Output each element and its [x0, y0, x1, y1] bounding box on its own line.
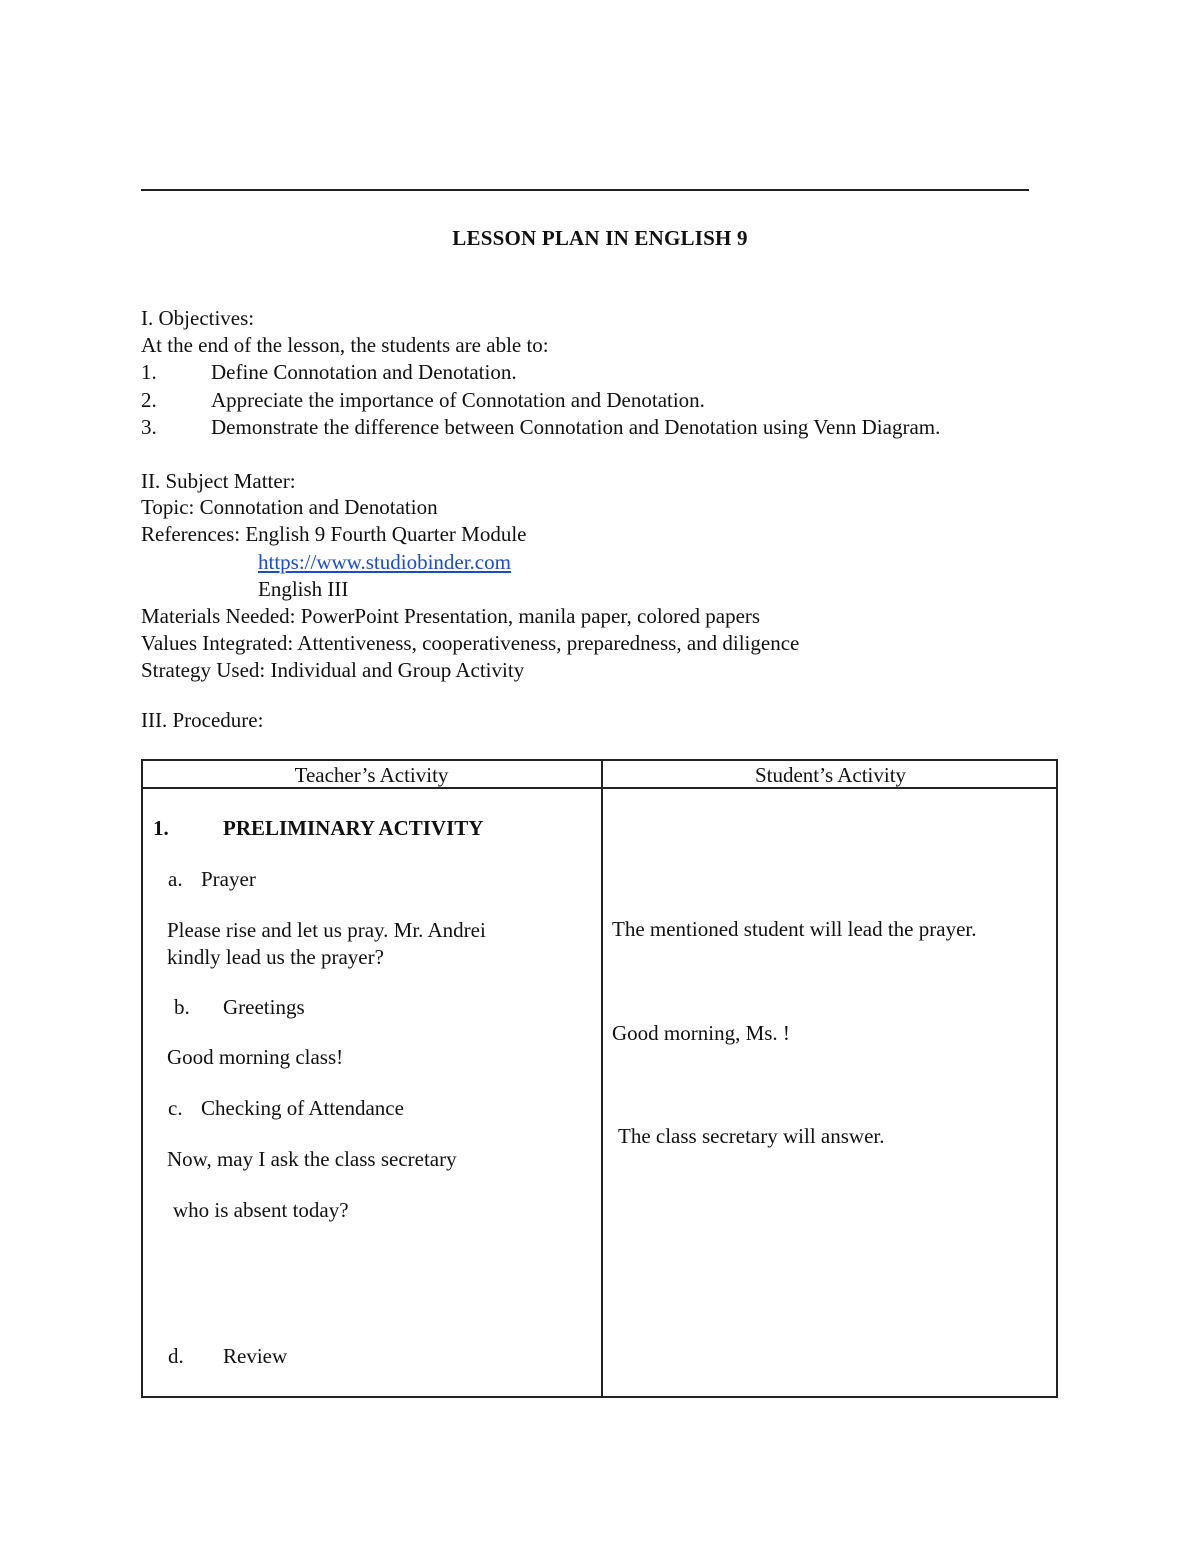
- greetings-response: Good morning, Ms. !: [612, 1021, 790, 1045]
- reference-extra: English III: [258, 577, 349, 601]
- materials-line: Materials Needed: PowerPoint Presentation, manila paper, colored papers: [141, 604, 761, 628]
- strategy-line: Strategy Used: Individual and Group Activity: [141, 658, 525, 682]
- values-line: Values Integrated: Attentiveness, cooperativeness, preparedness, and diligence: [141, 631, 800, 655]
- objective-text: Appreciate the importance of Connotation and Denotation.: [211, 388, 705, 412]
- reference-link-text[interactable]: https://www.studiobinder.com: [258, 550, 511, 574]
- prayer-text-line2: kindly lead us the prayer?: [167, 945, 384, 969]
- objective-item: [141, 388, 705, 412]
- header-rule: [141, 189, 1029, 191]
- objective-number: 3.: [141, 415, 157, 439]
- prayer-label: a.: [168, 867, 183, 891]
- attendance-text-line2: who is absent today?: [173, 1198, 349, 1222]
- table-header-row: [143, 761, 1056, 789]
- reference-link[interactable]: [258, 550, 511, 574]
- objective-text: Demonstrate the difference between Connotation and Denotation using Venn Diagram.: [211, 415, 941, 439]
- procedure-heading: III. Procedure:: [141, 708, 264, 732]
- objective-number: 1.: [141, 360, 157, 384]
- attendance-text-line1: Now, may I ask the class secretary: [167, 1147, 457, 1171]
- attendance-title: Checking of Attendance: [201, 1096, 404, 1120]
- attendance-label: c.: [168, 1096, 183, 1120]
- objectives-heading: I. Objectives:: [141, 306, 255, 330]
- objectives-intro: At the end of the lesson, the students are able to:: [141, 333, 549, 357]
- document-title: LESSON PLAN IN ENGLISH 9: [452, 226, 748, 250]
- review-title: Review: [223, 1344, 288, 1368]
- objective-item: [141, 360, 517, 384]
- topic-line: Topic: Connotation and Denotation: [141, 495, 438, 519]
- review-label: d.: [168, 1344, 184, 1368]
- objective-text: Define Connotation and Denotation.: [211, 360, 517, 384]
- attendance-response: The class secretary will answer.: [618, 1124, 885, 1148]
- prayer-text-line1: Please rise and let us pray. Mr. Andrei: [167, 918, 486, 942]
- objective-item: [141, 415, 940, 439]
- student-activity-header: Student’s Activity: [754, 763, 907, 787]
- objective-number: 2.: [141, 388, 157, 412]
- teacher-activity-header: Teacher’s Activity: [294, 763, 449, 787]
- section-number: 1.: [153, 816, 169, 840]
- subject-matter-heading: II. Subject Matter:: [141, 469, 296, 493]
- prayer-response: The mentioned student will lead the prayer.: [612, 917, 977, 941]
- references-line: References: English 9 Fourth Quarter Module: [141, 522, 527, 546]
- procedure-table: [141, 759, 1058, 1398]
- greetings-label: b.: [174, 995, 190, 1019]
- greetings-text: Good morning class!: [167, 1045, 344, 1069]
- section-title: PRELIMINARY ACTIVITY: [223, 816, 484, 840]
- prayer-title: Prayer: [201, 867, 256, 891]
- column-divider: [601, 761, 603, 1396]
- greetings-title: Greetings: [223, 995, 305, 1019]
